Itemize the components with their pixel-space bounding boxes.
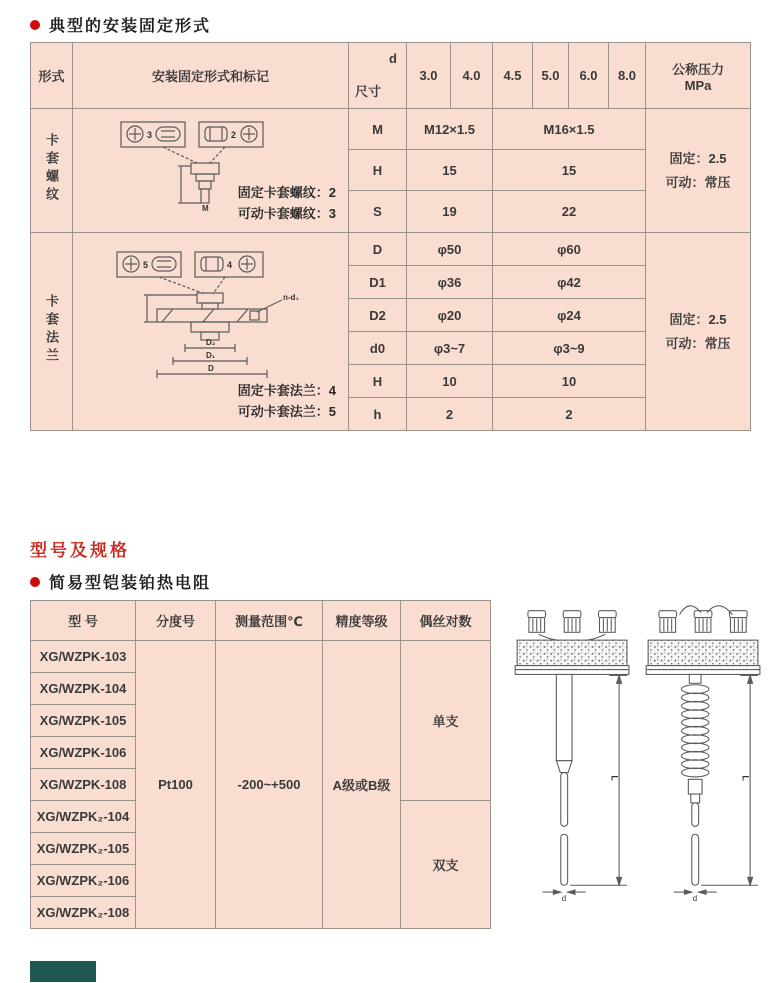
dim-cell: d0 [349,332,407,365]
header-range: 测量范围℃ [216,601,323,641]
flange-note-line2: 可动卡套法兰：5 [237,403,336,419]
terminal-screws [528,611,616,633]
table1-row-D [31,233,751,266]
drawing-dim-D1: D₁ [206,350,216,360]
wires-single-cell: 单支 [401,641,491,801]
header-diagonal-cell [349,43,407,109]
drawing-dim-D: D [208,363,214,373]
red-bullet-icon [30,577,40,587]
dim-cell: D2 [349,299,407,332]
model-cell: XG/WZPK₂-106 [31,865,136,897]
model-cell: XG/WZPK₂-104 [31,801,136,833]
header-graduation: 分度号 [136,601,216,641]
value-cell-large: 15 [493,150,646,191]
lead-wire [576,634,605,640]
lead-wire [539,634,568,640]
probe-rod-upper [692,803,699,827]
form-vertical-label: 卡套法兰 [44,294,59,366]
thread-note-line2: 可动卡套螺纹：3 [237,205,336,221]
probe-sheath [556,674,572,760]
pressure-movable: 可动：常压 [665,335,731,351]
diag-label-d: d [389,51,397,66]
graduation-cell: Pt100 [136,641,216,929]
value-cell-large: φ3~9 [493,332,646,365]
dim-cell: S [349,191,407,233]
spring-coil [681,685,708,777]
terminal-screws [659,611,747,633]
value-cell-large: 10 [493,365,646,398]
value-cell-small: φ3~7 [407,332,493,365]
drawing-box-label-5: 5 [143,259,149,270]
model-cell: XG/WZPK-104 [31,673,136,705]
table1-row-M [31,109,751,150]
terminal-block [517,640,627,665]
pressure-movable: 可动：常压 [665,174,731,190]
drawing-holes-label: n-d₁ [283,292,299,302]
dim-label-d: d [692,893,698,903]
value-cell-large: 2 [493,398,646,431]
dim-label-L: L [740,775,751,781]
value-cell-large: 22 [493,191,646,233]
dim-cell: h [349,398,407,431]
value-cell-small: 2 [407,398,493,431]
value-cell-small: φ36 [407,266,493,299]
dim-label-L: L [609,775,620,781]
dim-cell: H [349,150,407,191]
value-cell-large: φ60 [493,233,646,266]
probe-rod-lower [692,834,699,885]
header-dia-8: 8.0 [609,43,646,109]
probe-neck [689,674,701,683]
footer-accent-block [30,961,96,982]
section-title-text: 典型的安装固定形式 [49,18,212,35]
drawing-stem-label-M: M [202,203,209,213]
red-bullet-icon [30,20,40,30]
form-cell-thread [31,109,73,233]
header-accuracy: 精度等级 [323,601,401,641]
dim-cell: D1 [349,266,407,299]
dim-label-d: d [561,893,567,903]
header-model: 型 号 [31,601,136,641]
probe-collar [688,779,702,794]
form-vertical-label: 卡套螺纹 [44,133,59,205]
table2-header-row [31,601,491,641]
table1-header-row [31,43,751,109]
pressure-label: 公称压力 [671,61,724,77]
drawing-box-label-4: 4 [227,259,233,270]
range-cell: -200~+500 [216,641,323,929]
pressure-unit: MPa [684,77,712,93]
mounting-forms-table [30,42,751,431]
pressure-cell-thread [646,109,751,233]
value-cell-small: M12×1.5 [407,109,493,150]
probe-rod-upper [561,772,568,826]
value-cell-small: 10 [407,365,493,398]
value-cell-small: φ20 [407,299,493,332]
value-cell-large: φ42 [493,266,646,299]
flange-note [238,380,336,422]
value-cell-small: 19 [407,191,493,233]
header-dia-4: 4.0 [451,43,493,109]
header-dia-6: 6.0 [569,43,609,109]
value-cell-small: 15 [407,150,493,191]
value-cell-large: M16×1.5 [493,109,646,150]
dim-cell: D [349,233,407,266]
models-table [30,600,491,929]
section-title-text: 简易型铠装铂热电阻 [49,575,212,592]
header-mounting: 安装固定形式和标记 [73,43,349,109]
drawing-dim-D2: D₂ [206,337,216,347]
dim-cell: M [349,109,407,150]
terminal-block [648,640,758,665]
model-row [31,641,491,673]
thread-note [238,182,336,224]
flange-note-line1: 固定卡套法兰：4 [237,382,336,398]
header-dia-4_5: 4.5 [493,43,533,109]
model-cell: XG/WZPK₂-105 [31,833,136,865]
model-cell: XG/WZPK-106 [31,737,136,769]
header-dia-5: 5.0 [533,43,569,109]
drawing-box-label-2: 2 [231,129,237,140]
drawing-box-label-3: 3 [147,129,153,140]
dim-cell: H [349,365,407,398]
value-cell-large: φ24 [493,299,646,332]
header-wires: 偶丝对数 [401,601,491,641]
pressure-cell-flange [646,233,751,431]
model-cell: XG/WZPK-103 [31,641,136,673]
rtd-probe-drawing-straight [515,597,633,903]
value-cell-small: φ50 [407,233,493,266]
accuracy-cell: A级或B级 [323,641,401,929]
thread-note-line1: 固定卡套螺纹：2 [237,184,336,200]
rtd-probe-drawing-spring [646,597,764,903]
section-title-models: 型号及规格 [30,541,130,560]
probe-rod-lower [561,834,568,885]
wires-double-cell: 双支 [401,801,491,929]
section-title-mounting [30,13,211,36]
diag-label-size: 尺寸 [355,84,382,99]
pressure-fixed: 固定：2.5 [669,150,727,166]
header-dia-3: 3.0 [407,43,451,109]
header-pressure [646,43,751,109]
drawing-cell-thread [73,109,349,233]
flange-fitting-drawing [107,248,317,388]
section-title-rtd [30,570,211,593]
drawing-cell-flange [73,233,349,431]
model-cell: XG/WZPK-105 [31,705,136,737]
header-form: 形式 [31,43,73,109]
pressure-fixed: 固定：2.5 [669,311,727,327]
model-cell: XG/WZPK₂-108 [31,897,136,929]
model-cell: XG/WZPK-108 [31,769,136,801]
form-cell-flange [31,233,73,431]
